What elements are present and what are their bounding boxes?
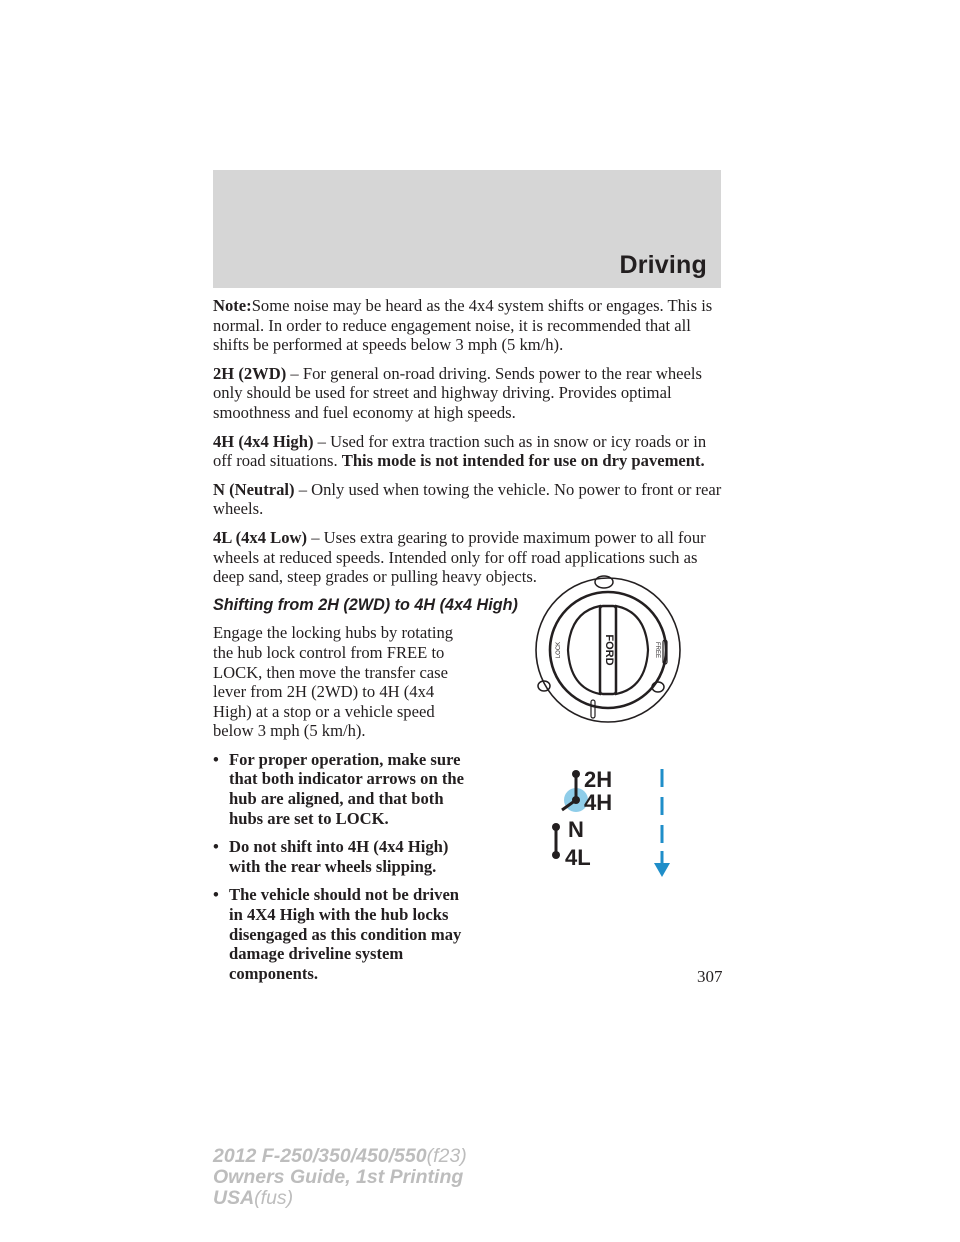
note-label: Note: [213, 296, 252, 315]
shifting-intro: Engage the locking hubs by rotating the hub lock control from FREE to LOCK, then move the transfer case lever from 2H (2WD) to 4H (4x4 High) at a stop or a vehicle speed below 3 mph (5 km/h). [213, 623, 454, 741]
hub-free-label: FREE [654, 641, 660, 659]
hub-indicator-mark [591, 700, 595, 718]
document-footer [213, 1146, 467, 1209]
shifting-instructions [213, 623, 475, 983]
footer-model: 2012 F-250/350/450/550 [213, 1145, 427, 1167]
footer-model-code: (f23) [426, 1145, 467, 1167]
shift-position-dot [572, 770, 580, 778]
hub-brand-label: FORD [603, 634, 615, 666]
footer-market-code: (fus) [254, 1187, 294, 1209]
shift-position-dot [552, 823, 560, 831]
shift-label-4l: 4L [565, 845, 591, 870]
bullet-item [213, 750, 475, 828]
hub-lock-illustration [528, 568, 688, 728]
footer-edition: Owners Guide, 1st Printing [213, 1166, 464, 1188]
section-title: Driving [619, 251, 707, 279]
mode-4l-text: – Uses extra gearing to provide maximum power to all four wheels at reduced speeds. Intended only for off road applications such as deep sand, steep grades or pulling heavy objects. [213, 527, 706, 587]
mode-n-text: – Only used when towing the vehicle. No power to front or rear wheels. [213, 479, 722, 519]
bullet-text: Do not shift into 4H (4x4 High) with the rear wheels slipping. [229, 837, 449, 876]
shift-label-4h: 4H [584, 790, 613, 815]
note-text: Some noise may be heard as the 4x4 system shifts or engages. This is normal. In order to reduce engagement noise, it is recommended that all shifts be performed at speeds below 3 mph (5 km/h). [213, 296, 713, 355]
note-paragraph [213, 296, 723, 355]
bullet-text: For proper operation, make sure that both indicator arrows on the hub are aligned, and that both hubs are set to LOCK. [229, 749, 464, 828]
bullet-item [213, 885, 475, 983]
mode-2h-paragraph [213, 364, 723, 423]
shift-pattern-illustration [540, 765, 680, 895]
footer-market: USA [213, 1187, 255, 1209]
mode-4l-label: 4L (4x4 Low) [213, 527, 308, 547]
mode-n-label: N (Neutral) [213, 479, 295, 499]
mode-2h-text: – For general on-road driving. Sends power to the rear wheels only should be used for street and highway driving. Provides optimal smoothness and fuel economy at high speeds. [213, 363, 702, 422]
shift-label-2h: 2H [584, 767, 613, 792]
hub-lock-label: LOCK [556, 641, 562, 659]
shift-position-dot [572, 796, 580, 804]
hub-dial-right [616, 606, 648, 694]
footer-line [213, 1146, 467, 1167]
mode-4h-warning: This mode is not intended for use on dry pavement. [341, 451, 705, 471]
bullet-marker: • [213, 749, 219, 769]
section-heading: Shifting from 2H (2WD) to 4H (4x4 High) [213, 595, 518, 614]
mode-n-paragraph [213, 480, 723, 519]
footer-line [213, 1167, 467, 1188]
bullet-text: The vehicle should not be driven in 4X4 High with the hub locks disengaged as this condition may damage driveline system components. [229, 885, 462, 983]
hub-dial-left [568, 606, 600, 694]
section-header-band [213, 170, 721, 288]
mode-4h-text: – Used for extra traction such as in snow or icy roads or in off road situations. [213, 431, 707, 471]
footer-line [213, 1188, 467, 1209]
mode-4h-paragraph [213, 432, 723, 471]
shift-label-n: N [568, 817, 584, 842]
bullet-item [213, 837, 475, 876]
shift-position-dot [552, 851, 560, 859]
mode-4h-label: 4H (4x4 High) [213, 431, 314, 451]
direction-arrowhead [654, 863, 670, 877]
bullet-marker: • [213, 885, 219, 905]
mode-2h-label: 2H (2WD) [213, 363, 287, 383]
bullet-marker: • [213, 837, 219, 857]
page-number: 307 [697, 967, 723, 986]
